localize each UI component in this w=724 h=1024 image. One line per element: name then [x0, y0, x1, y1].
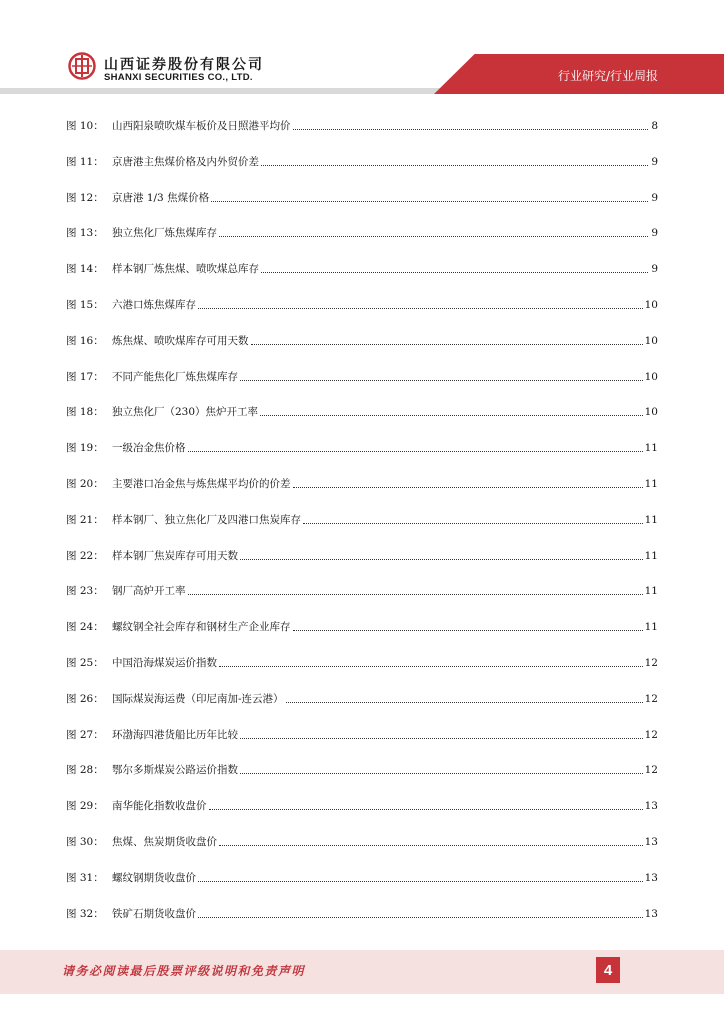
toc-entry-number: 图 10： — [66, 120, 104, 132]
toc-entry-number: 图 16： — [66, 334, 104, 347]
page-header — [0, 0, 724, 96]
toc-entry-page: 9 — [651, 191, 658, 204]
toc-entry-number: 图 20： — [66, 478, 104, 490]
toc-entry[interactable] — [66, 762, 658, 778]
toc-dot-leader — [188, 593, 643, 595]
toc-dot-leader — [240, 772, 643, 774]
toc-dot-leader — [219, 844, 643, 846]
disclaimer-text: 请务必阅读最后股票评级说明和免责声明 — [62, 964, 306, 978]
toc-entry-title: 京唐港 1/3 焦煤价格 — [112, 191, 210, 204]
toc-entry-number: 图 22： — [66, 549, 104, 562]
toc-dot-leader — [261, 271, 648, 273]
toc-entry-page: 10 — [644, 299, 658, 311]
toc-entry-number: 图 18： — [66, 406, 104, 419]
report-category: 行业研究/行业周报 — [557, 69, 658, 83]
toc-entry-number: 图 25： — [66, 657, 104, 669]
toc-dot-leader — [303, 522, 643, 524]
toc-dot-leader — [293, 128, 649, 130]
toc-dot-leader — [198, 916, 643, 918]
toc-entry-title: 鄂尔多斯煤炭公路运价指数 — [112, 764, 238, 777]
toc-entry[interactable] — [66, 906, 658, 922]
toc-entry[interactable] — [66, 369, 658, 385]
toc-entry-title: 国际煤炭海运费（印尼南加-连云港） — [112, 692, 284, 705]
toc-entry-number: 图 21： — [66, 513, 104, 526]
toc-entry-title: 螺纹钢期货收盘价 — [112, 871, 196, 884]
toc-entry-title: 炼焦煤、喷吹煤库存可用天数 — [112, 334, 249, 347]
toc-entry[interactable] — [66, 727, 658, 743]
toc-dot-leader — [286, 701, 643, 703]
toc-dot-leader — [260, 414, 643, 416]
toc-entry-title: 京唐港主焦煤价格及内外贸价差 — [112, 155, 259, 168]
toc-entry[interactable] — [66, 870, 658, 886]
toc-dot-leader — [188, 450, 643, 452]
toc-entry-page: 12 — [644, 728, 658, 741]
toc-entry-number: 图 32： — [66, 907, 104, 920]
toc-entry[interactable] — [66, 225, 658, 241]
toc-entry-number: 图 17： — [66, 370, 104, 383]
toc-entry[interactable] — [66, 619, 658, 635]
toc-entry[interactable] — [66, 798, 658, 814]
toc-entry-title: 样本钢厂炼焦煤、喷吹煤总库存 — [112, 263, 259, 276]
company-name-en: SHANXI SECURITIES CO., LTD. — [104, 72, 253, 83]
toc-entry[interactable] — [66, 333, 658, 349]
toc-entry-number: 图 14： — [66, 263, 104, 276]
toc-entry[interactable] — [66, 440, 658, 456]
toc-dot-leader — [198, 880, 643, 882]
toc-entry[interactable] — [66, 583, 658, 599]
toc-entry-title: 样本钢厂焦炭库存可用天数 — [112, 549, 238, 562]
toc-entry[interactable] — [66, 691, 658, 707]
toc-dot-leader — [293, 486, 643, 488]
toc-entry-page: 12 — [644, 692, 658, 705]
toc-entry-page: 9 — [651, 263, 658, 276]
toc-entry[interactable] — [66, 512, 658, 528]
toc-entry-page: 9 — [651, 155, 658, 168]
toc-entry-title: 铁矿石期货收盘价 — [112, 907, 196, 920]
toc-entry-title: 螺纹钢全社会库存和钢材生产企业库存 — [112, 621, 291, 634]
toc-entry-number: 图 19： — [66, 442, 104, 455]
toc-entry-page: 11 — [644, 513, 658, 526]
company-name-cn: 山西证券股份有限公司 — [104, 57, 264, 73]
toc-dot-leader — [293, 629, 643, 631]
toc-entry[interactable] — [66, 548, 658, 564]
toc-entry-page: 10 — [644, 370, 658, 383]
toc-entry-page: 11 — [644, 442, 658, 455]
toc-entry-title: 一级冶金焦价格 — [112, 442, 186, 455]
toc-entry-page: 13 — [644, 836, 658, 848]
toc-entry-title: 独立焦化厂（230）焦炉开工率 — [112, 406, 259, 419]
toc-entry[interactable] — [66, 404, 658, 420]
toc-entry-title: 南华能化指数收盘价 — [112, 800, 207, 813]
toc-entry-number: 图 28： — [66, 764, 104, 777]
toc-entry-page: 9 — [651, 227, 658, 240]
toc-entry-number: 图 12： — [66, 191, 104, 204]
toc-dot-leader — [209, 808, 643, 810]
toc-entry-number: 图 23： — [66, 585, 104, 598]
toc-dot-leader — [240, 558, 643, 560]
toc-entry-title: 六港口炼焦煤库存 — [112, 299, 196, 311]
toc-entry-title: 样本钢厂、独立焦化厂及四港口焦炭库存 — [112, 513, 301, 526]
toc-entry-page: 11 — [644, 585, 658, 598]
toc-entry[interactable] — [66, 655, 658, 671]
page-number: 4 — [596, 957, 620, 983]
toc-entry[interactable] — [66, 476, 658, 492]
toc-entry-number: 图 30： — [66, 836, 104, 848]
toc-entry-number: 图 11： — [66, 155, 104, 168]
toc-entry[interactable] — [66, 190, 658, 206]
toc-dot-leader — [240, 379, 643, 381]
toc-entry-page: 11 — [644, 478, 658, 490]
toc-entry[interactable] — [66, 154, 658, 170]
company-logo-icon — [68, 52, 96, 80]
toc-entry[interactable] — [66, 834, 658, 850]
toc-entry-page: 10 — [644, 334, 658, 347]
toc-entry-page: 10 — [644, 406, 658, 419]
toc-entry-title: 环渤海四港货船比历年比较 — [112, 728, 238, 741]
toc-entry-page: 12 — [644, 657, 658, 669]
toc-entry-number: 图 29： — [66, 800, 104, 813]
toc-entry-title: 中国沿海煤炭运价指数 — [112, 657, 217, 669]
toc-entry[interactable] — [66, 118, 658, 134]
toc-entry-title: 主要港口冶金焦与炼焦煤平均价的价差 — [112, 478, 291, 490]
toc-entry-title: 山西阳泉喷吹煤车板价及日照港平均价 — [112, 120, 291, 132]
toc-entry-page: 8 — [651, 120, 658, 132]
toc-entry-number: 图 24： — [66, 621, 104, 634]
toc-dot-leader — [251, 343, 643, 345]
toc-dot-leader — [240, 737, 643, 739]
toc-entry-number: 图 31： — [66, 871, 104, 884]
toc-entry-page: 12 — [644, 764, 658, 777]
toc-dot-leader — [219, 665, 643, 667]
toc-entry-title: 独立焦化厂炼焦煤库存 — [112, 227, 217, 240]
toc-entry-page: 11 — [644, 549, 658, 562]
toc-entry-page: 11 — [644, 621, 658, 634]
toc-entry-number: 图 13： — [66, 227, 104, 240]
toc-entry[interactable] — [66, 261, 658, 277]
toc-dot-leader — [211, 200, 648, 202]
toc-entry[interactable] — [66, 297, 658, 313]
toc-entry-page: 13 — [644, 800, 658, 813]
toc-dot-leader — [261, 164, 648, 166]
toc-entry-page: 13 — [644, 871, 658, 884]
toc-dot-leader — [219, 235, 648, 237]
toc-entry-title: 焦煤、焦炭期货收盘价 — [112, 836, 217, 848]
toc-entry-title: 不同产能焦化厂炼焦煤库存 — [112, 370, 238, 383]
toc-dot-leader — [198, 307, 643, 309]
toc-entry-number: 图 27： — [66, 728, 104, 741]
toc-entry-title: 钢厂高炉开工率 — [112, 585, 186, 598]
toc-entry-page: 13 — [644, 907, 658, 920]
toc-entry-number: 图 15： — [66, 299, 104, 311]
toc-entry-number: 图 26： — [66, 692, 104, 705]
